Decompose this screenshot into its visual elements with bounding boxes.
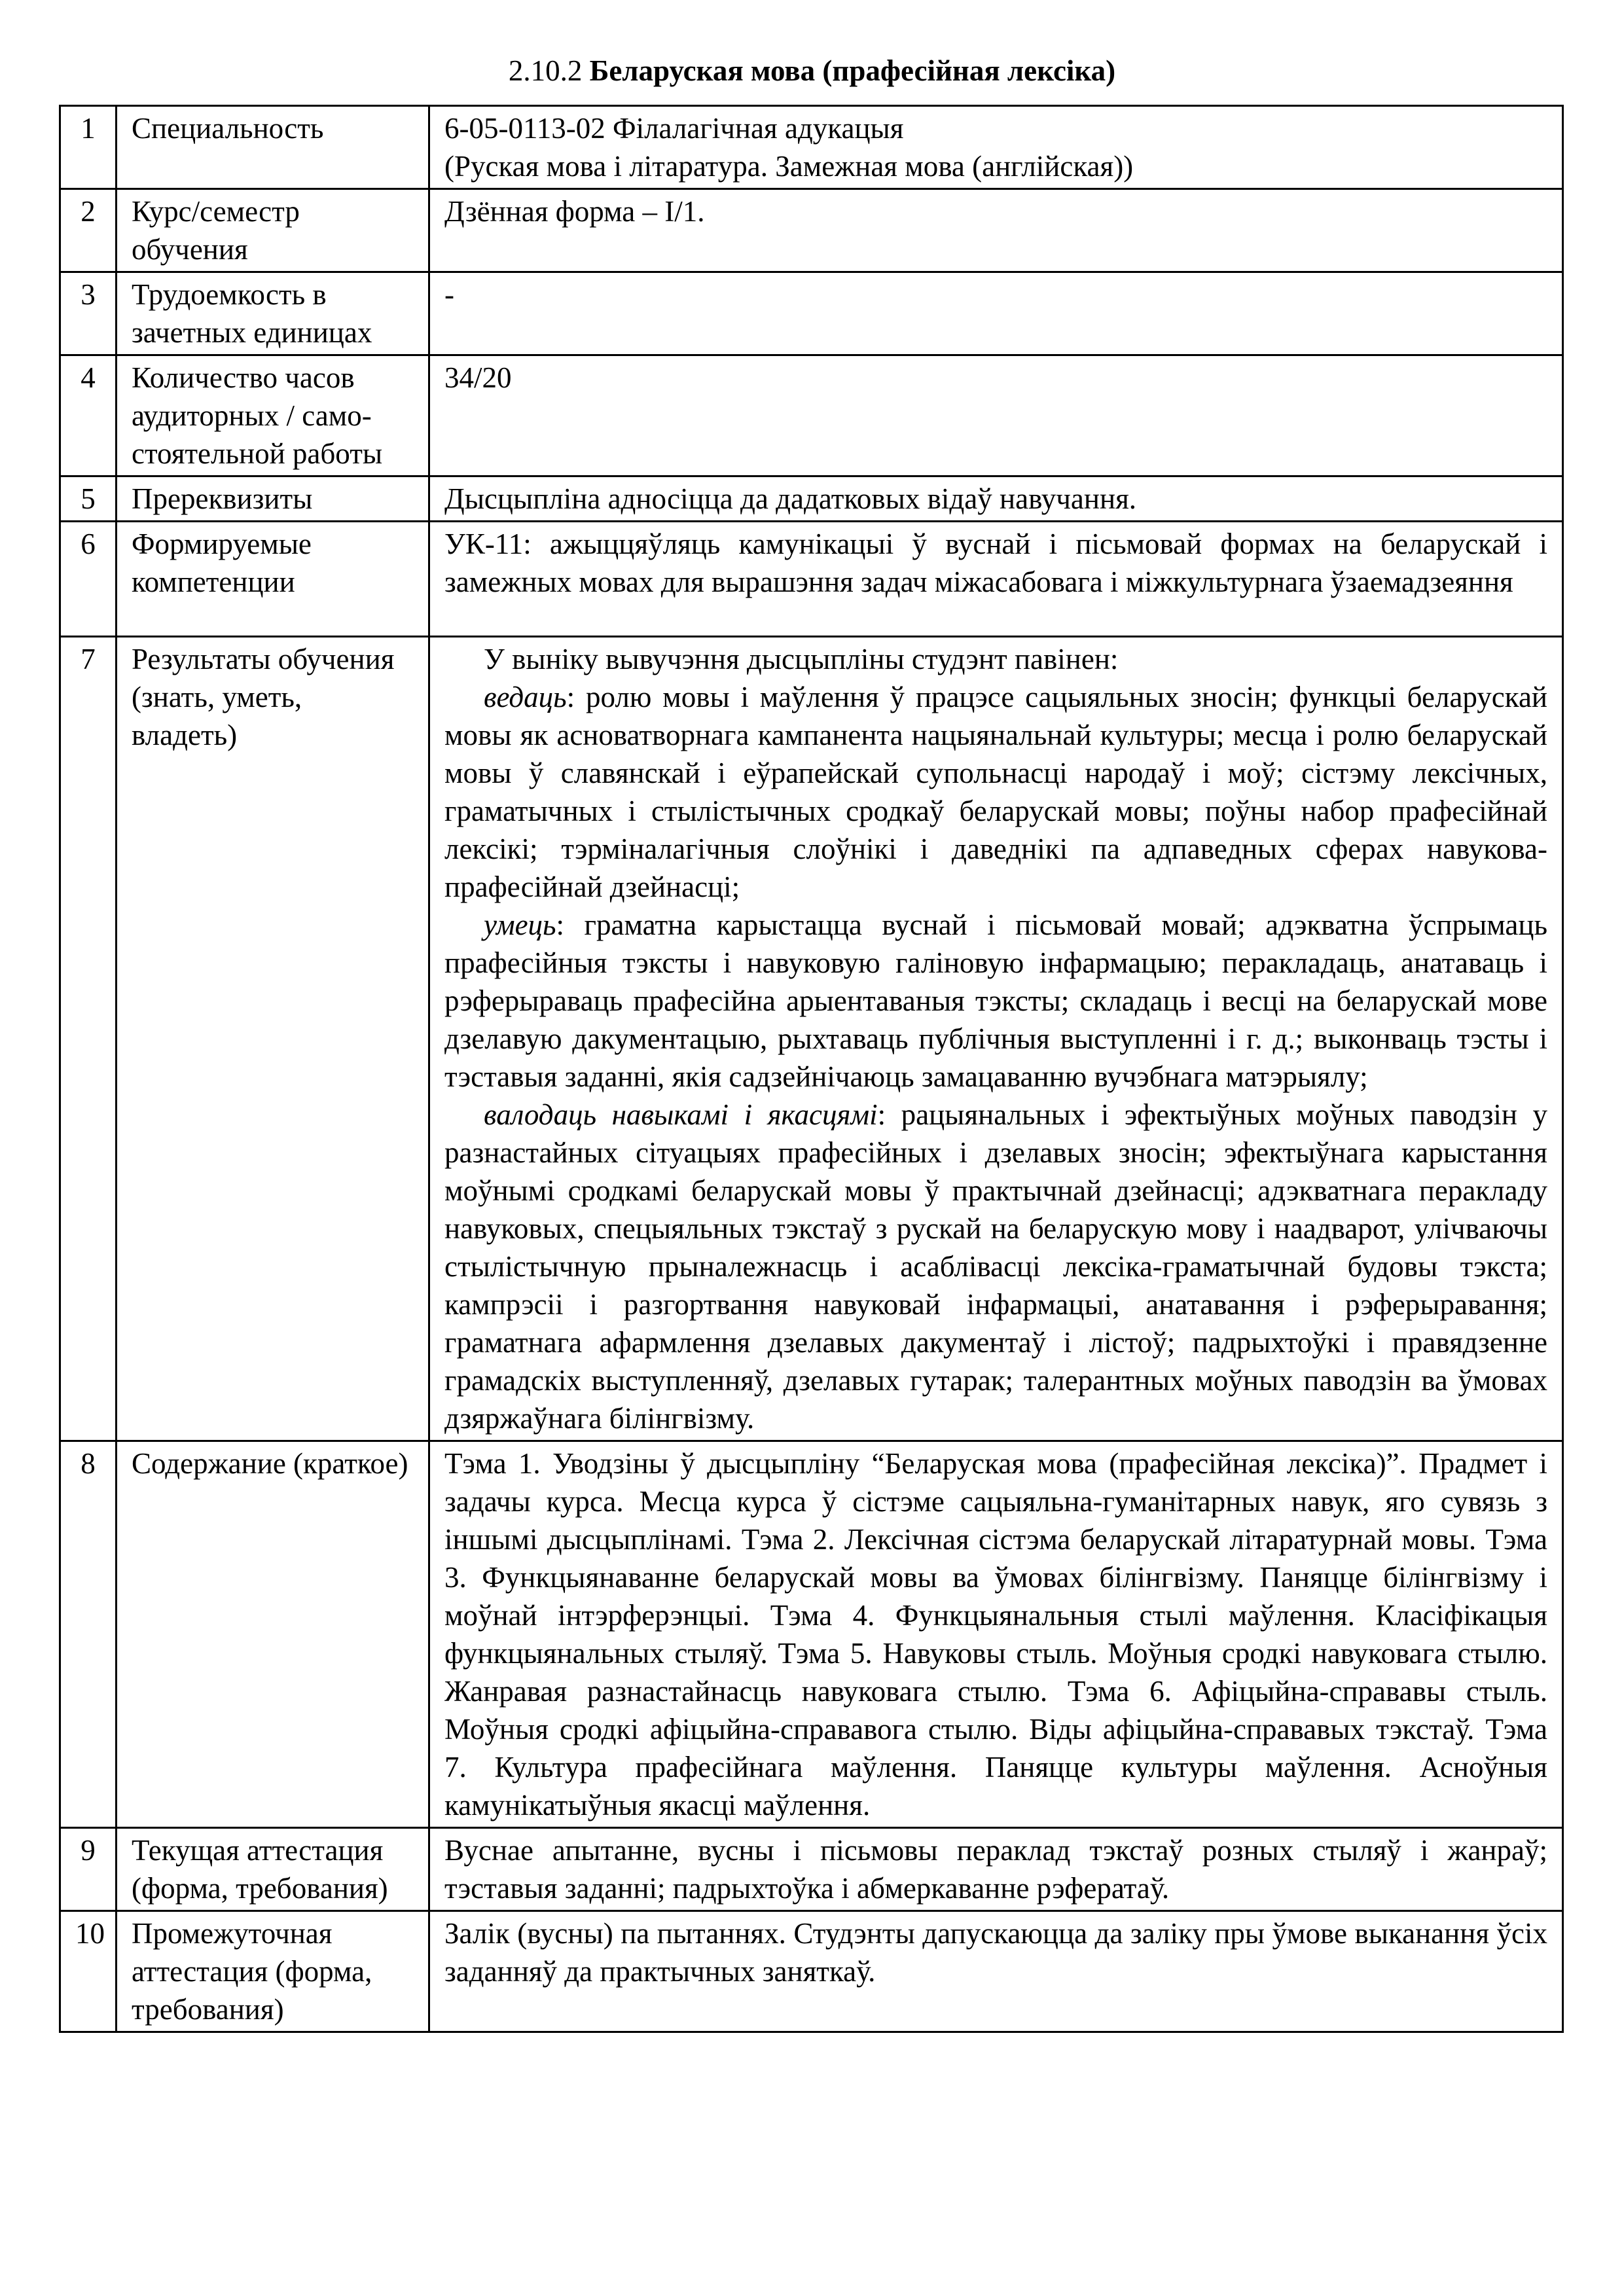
row-label: Формируемые компетенции [117, 522, 429, 637]
results-can [444, 906, 1547, 1096]
row-value: - [429, 272, 1563, 355]
results-text: : рацыянальных і эфектыўных моўных паводзін у разнастайных сітуацыях прафесійных і дзелавых зносін; эфектыўнага карыстання моўнымі сродкамі беларускай мовы ў практычнай дзейнасці; адэкватнага перакладу навуковых, спецыяльных тэкстаў з рускай на беларускую мову і наадварот, улічваючы стылістычную прыналежнасць і асаблівасці лексіка-граматычнай будовы тэкста; кампрэсіі і разгортвання навуковай інфармацыі, анатавання і рэферыравання; граматнага афармлення дзелавых дакументаў і лістоў; падрыхтоўкі і правядзенне грамадскіх выступленняў, дзелавых гутарак; талерантных моўных паводзін ва ўмовах дзяржаўнага білінгвізму. [444, 1098, 1547, 1435]
table-row [60, 355, 1563, 476]
row-number: 2 [60, 189, 117, 272]
results-possess [444, 1096, 1547, 1437]
row-value: Залік (вусны) па пытаннях. Студэнты дапускаюцца да заліку пры ўмове выканання ўсіх заданняў да практычных заняткаў. [429, 1911, 1563, 2032]
table-row [60, 476, 1563, 522]
row-value [429, 637, 1563, 1441]
row-value: Дзённая форма – I/1. [429, 189, 1563, 272]
page-title [0, 51, 1624, 90]
results-term: ведаць [484, 681, 567, 713]
row-label: Курс/семестр обучения [117, 189, 429, 272]
table-row [60, 106, 1563, 189]
results-text: : ролю мовы і маўлення ў працэсе сацыяльных зносін; функцыі беларускай мовы як асноватворнага кампанента нацыянальнай культуры; месца і ролю беларускай мовы ў славянскай і еўрапейскай супольнасці народаў і моў; сістэму лексічных, граматычных і стылістычных сродкаў беларускай мовы; поўны набор прафесійнай лексікі; тэрміналагічныя слоўнікі і даведнікі па адпаведных сферах навукова-прафесійнай дзейнасці; [444, 681, 1547, 903]
row-number: 3 [60, 272, 117, 355]
row-number: 4 [60, 355, 117, 476]
results-term: умець [484, 908, 556, 941]
row-number: 7 [60, 637, 117, 1441]
section-number: 2.10.2 [508, 54, 583, 87]
results-know [444, 678, 1547, 906]
table-row [60, 637, 1563, 1441]
row-label: Промежуточная аттестация (форма, требования) [117, 1911, 429, 2032]
table-row [60, 1911, 1563, 2032]
discipline-name: Беларуская мова (прафесійная лексіка) [589, 54, 1116, 87]
table-row [60, 189, 1563, 272]
row-number: 5 [60, 476, 117, 522]
table-row [60, 1441, 1563, 1828]
row-label: Трудоемкость в зачетных единицах [117, 272, 429, 355]
specialty-code: 6-05-0113-02 Філалагічная адукацыя [444, 112, 904, 145]
row-number: 8 [60, 1441, 117, 1828]
row-label: Содержание (краткое) [117, 1441, 429, 1828]
results-term: валодаць навыкамі і якасцямі [484, 1098, 878, 1131]
results-intro: У выніку вывучэння дысцыпліны студэнт павінен: [484, 643, 1119, 675]
table-row [60, 272, 1563, 355]
row-number: 6 [60, 522, 117, 637]
row-value: Дысцыпліна адносіцца да дадатковых відаў навучання. [429, 476, 1563, 522]
row-number: 1 [60, 106, 117, 189]
specialty-detail: (Руская мова і літаратура. Замежная мова (англійская)) [444, 150, 1134, 183]
row-number: 10 [60, 1911, 117, 2032]
table-row [60, 522, 1563, 637]
row-number: 9 [60, 1828, 117, 1911]
results-text: : граматна карыстацца вуснай і пісьмовай мовай; адэкватна ўспрымаць прафесійныя тэксты і навуковую галіновую інфармацыю; перакладаць, анатаваць і рэферыраваць прафесійна арыентаваныя тэксты; складаць і весці на беларускай мове дзелавую дакументацыю, рыхтаваць публічныя выступленні і г. д.; выконваць тэсты і тэставыя заданні, якія садзейнічаюць замацаванню вучэбнага матэрыялу; [444, 908, 1547, 1093]
syllabus-table [59, 105, 1564, 2033]
table-row [60, 1828, 1563, 1911]
row-value [429, 106, 1563, 189]
row-label: Специальность [117, 106, 429, 189]
row-value: Тэма 1. Уводзіны ў дысцыпліну “Беларуская мова (прафесійная лексіка)”. Прадмет і задачы курса. Месца курса ў сістэме сацыяльна-гуманітарных навук, яго сувязь з іншымі дысцыплінамі. Тэма 2. Лексічная сістэма беларускай літаратурнай мовы. Тэма 3. Функцыянаванне беларускай мовы ва ўмовах білінгвізму. Паняцце білінгвізму і моўнай інтэрферэнцыі. Тэма 4. Функцыянальныя стылі маўлення. Класіфікацыя функцыянальных стыляў. Тэма 5. Навуковы стыль. Моўныя сродкі навуковага стылю. Жанравая разнастайнасць навуковага стылю. Тэма 6. Афіцыйна-справавы стыль. Моўныя сродкі афіцыйна-справавога стылю. Віды афіцыйна-справавых тэкстаў. Тэма 7. Культура прафесійнага маўлення. Паняцце культуры маўлення. Асноўныя камунікатыўныя якасці маўлення. [429, 1441, 1563, 1828]
row-label: Результаты обучения (знать, уметь, владеть) [117, 637, 429, 1441]
row-value: УК-11: ажыццяўляць камунікацыі ў вуснай і пісьмовай формах на беларускай і замежных мовах для вырашэння задач міжасабовага і міжкультурнага ўзаемадзеяння [429, 522, 1563, 637]
row-label: Текущая аттестация (форма, требования) [117, 1828, 429, 1911]
row-value: 34/20 [429, 355, 1563, 476]
row-label: Пререквизиты [117, 476, 429, 522]
row-value: Вуснае апытанне, вусны і пісьмовы пераклад тэкстаў розных стыляў і жанраў; тэставыя заданні; падрыхтоўка і абмеркаванне рэфератаў. [429, 1828, 1563, 1911]
row-label: Количество часов аудиторных / само-стоятельной работы [117, 355, 429, 476]
